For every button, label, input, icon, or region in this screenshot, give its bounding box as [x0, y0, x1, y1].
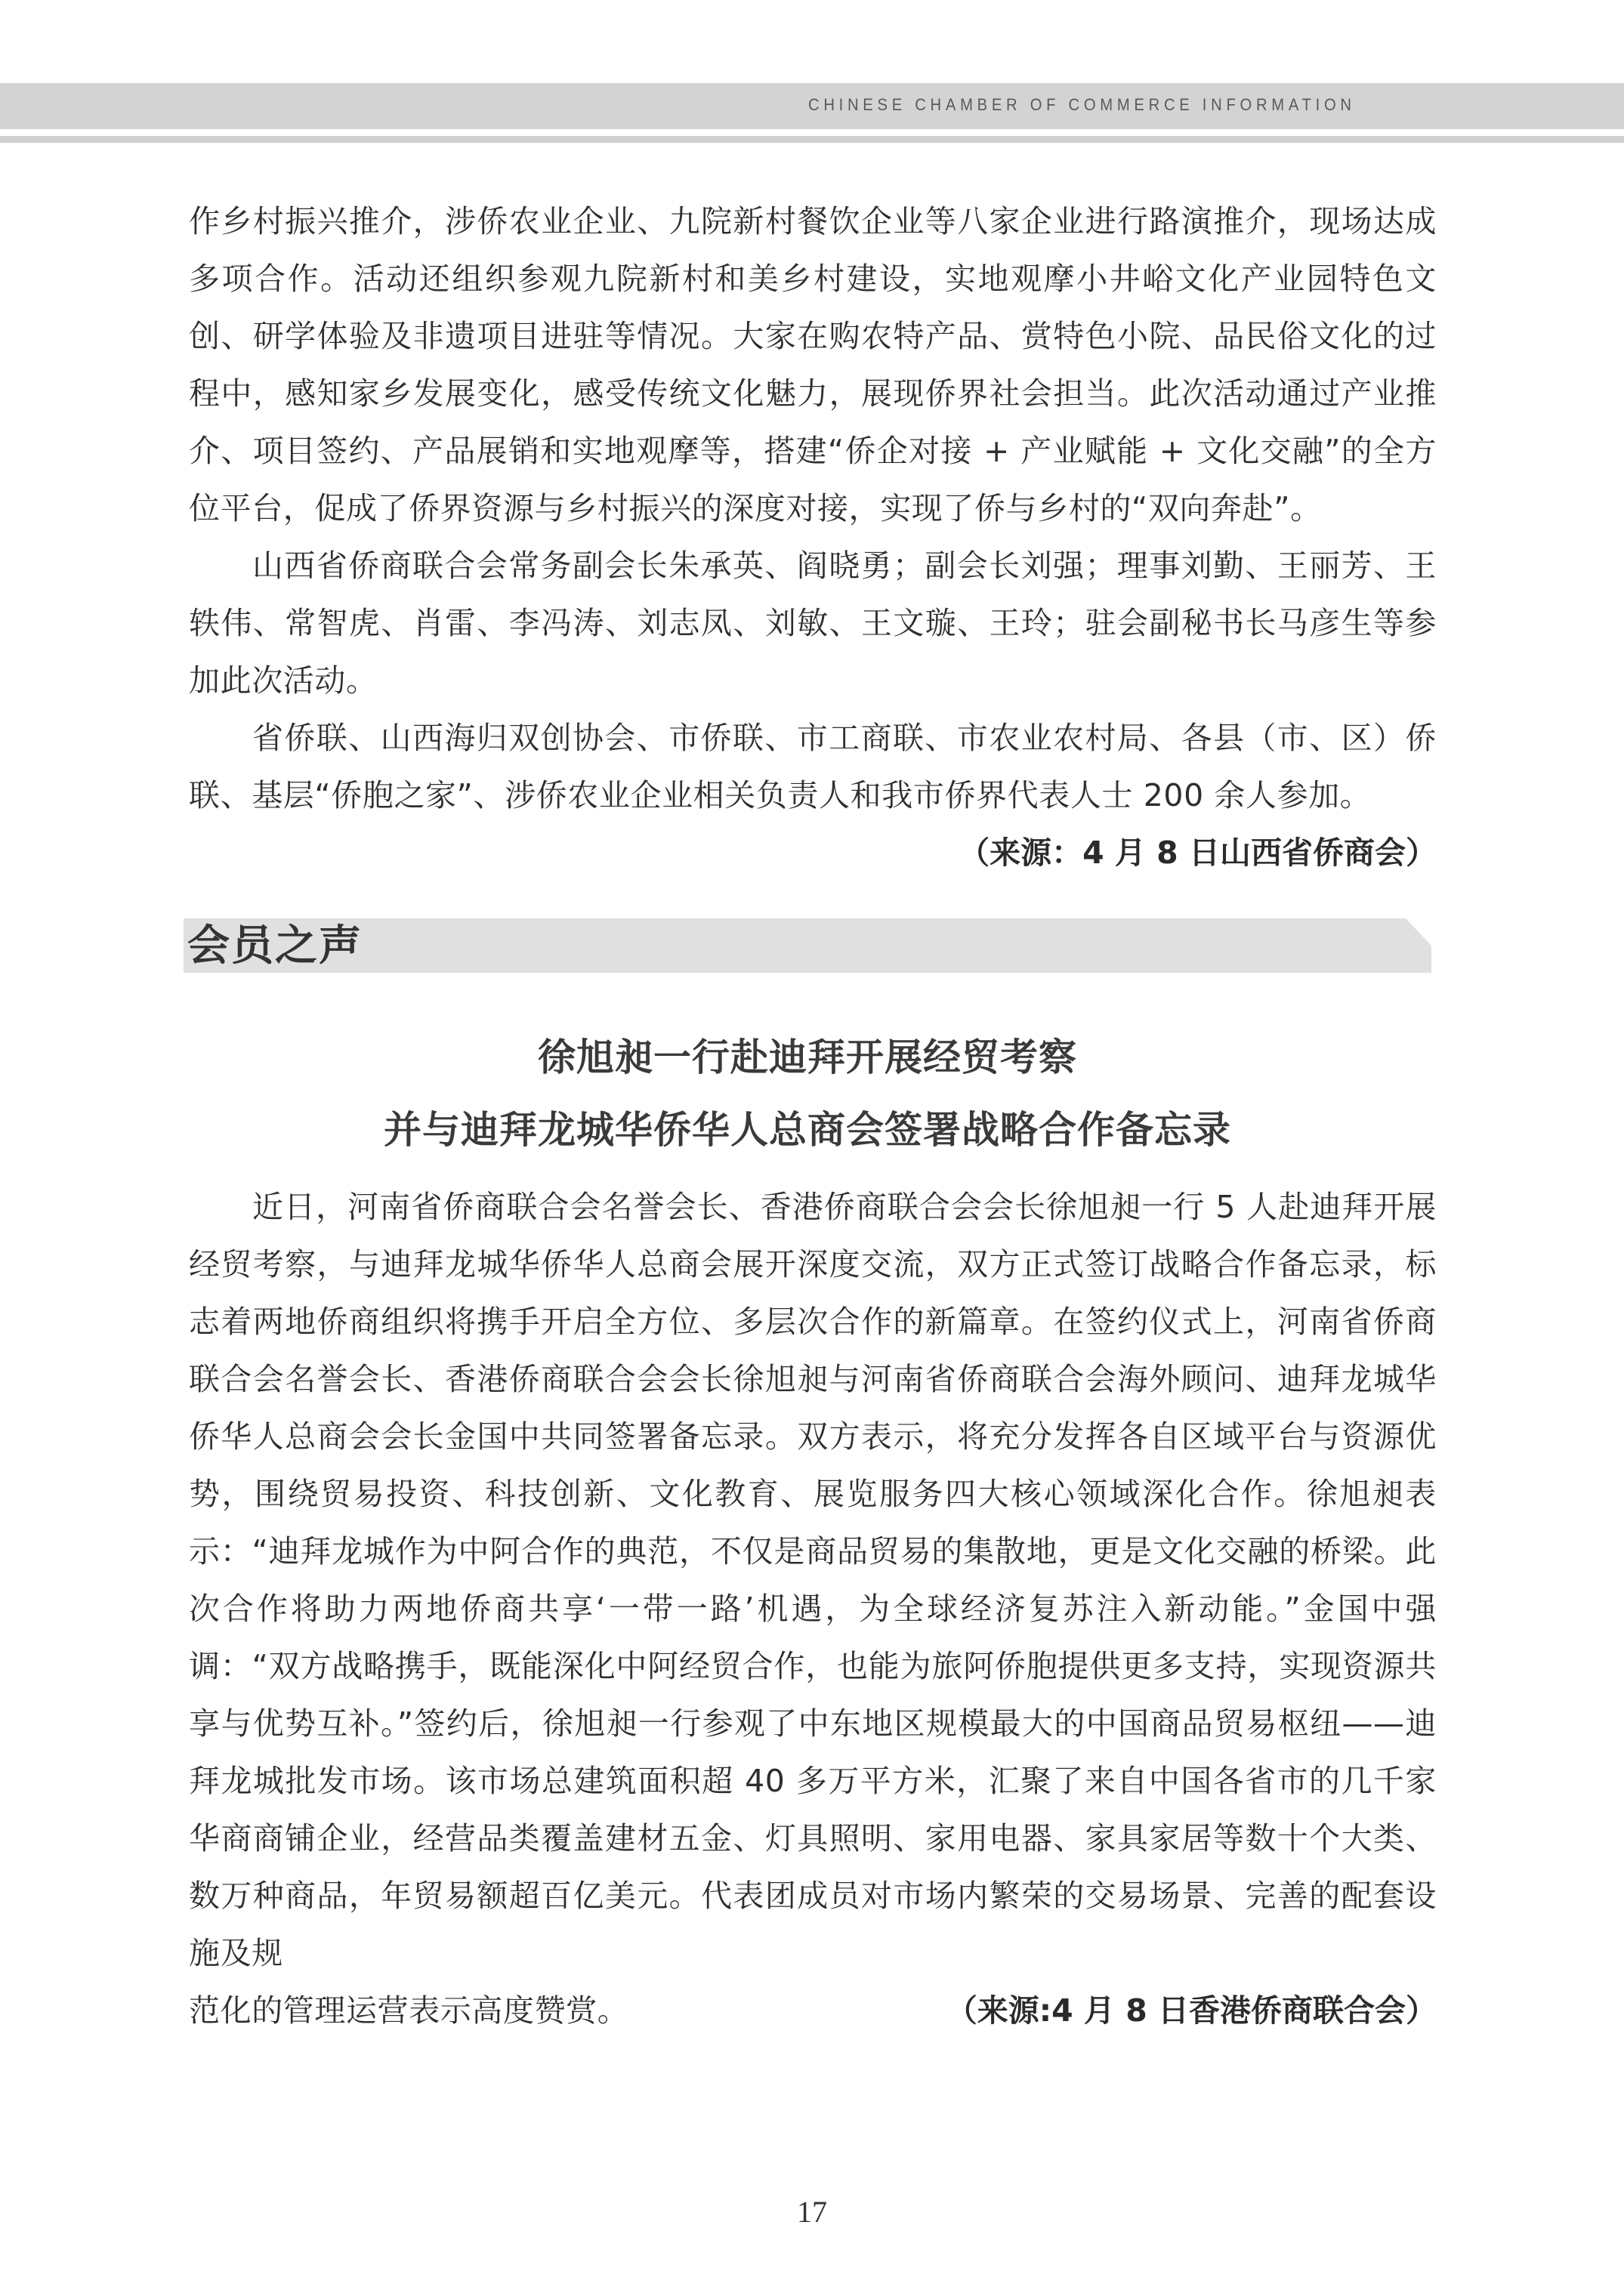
section-heading-band — [184, 918, 1431, 973]
page-number: 17 — [797, 2195, 827, 2229]
article-paragraph-last-line: 范化的管理运营表示高度赞赏。 — [189, 1992, 629, 2029]
article-body — [189, 1178, 1437, 2039]
article-paragraph: 作乡村振兴推介，涉侨农业企业、九院新村餐饮企业等八家企业进行路演推介，现场达成多项合作。活动还组织参观九院新村和美乡村建设，实地观摩小井峪文化产业园特色文创、研学体验及非遗项目进驻等情况。大家在购农特产品、赏特色小院、品民俗文化的过程中，感知家乡发展变化，感受传统文化魅力，展现侨界社会担当。此次活动通过产业推介、项目签约、产品展销和实地观摩等，搭建“侨企对接 + 产业赋能 + 文化交融”的全方位平台，促成了侨界资源与乡村振兴的深度对接，实现了侨与乡村的“双向奔赴”。 — [189, 203, 1437, 526]
running-header-title: CHINESE CHAMBER OF COMMERCE INFORMATION — [808, 95, 1356, 114]
section-heading: 会员之声 — [187, 921, 363, 971]
article-paragraph: 山西省侨商联合会常务副会长朱承英、阎晓勇；副会长刘强；理事刘勤、王丽芳、王轶伟、常智虎、肖雷、李冯涛、刘志凤、刘敏、王文璇、王玲；驻会副秘书长马彦生等参加此次活动。 — [189, 548, 1437, 699]
article-source: （来源：4 月 8 日山西省侨商会） — [959, 835, 1437, 871]
article-last-row — [189, 1982, 1437, 2039]
article-paragraph: 省侨联、山西海归双创协会、市侨联、市工商联、市农业农村局、各县（市、区）侨联、基层“侨胞之家”、涉侨农业企业相关负责人和我市侨界代表人士 200 余人参加。 — [189, 720, 1437, 813]
article-source: （来源:4 月 8 日香港侨商联合会） — [946, 1992, 1437, 2029]
article-title-line-1: 徐旭昶一行赴迪拜开展经贸考察 — [538, 1035, 1077, 1079]
article-paragraph: 近日，河南省侨商联合会名誉会长、香港侨商联合会会长徐旭昶一行 5 人赴迪拜开展经贸考察，与迪拜龙城华侨华人总商会展开深度交流，双方正式签订战略合作备忘录，标志着两地侨商组织将携手开启全方位、多层次合作的新篇章。在签约仪式上，河南省侨商联合会名誉会长、香港侨商联合会会长徐旭昶与河南省侨商联合会海外顾问、迪拜龙城华侨华人总商会会长金国中共同签署备忘录。双方表示，将充分发挥各自区域平台与资源优势，围绕贸易投资、科技创新、文化教育、展览服务四大核心领域深化合作。徐旭昶表示：“迪拜龙城作为中阿合作的典范，不仅是商品贸易的集散地，更是文化交融的桥梁。此次合作将助力两地侨商共享‘一带一路’机遇，为全球经济复苏注入新动能。”金国中强调：“双方战略携手，既能深化中阿经贸合作，也能为旅阿侨胞提供更多支持，实现资源共享与优势互补。”签约后，徐旭昶一行参观了中东地区规模最大的中国商品贸易枢纽——迪拜龙城批发市场。该市场总建筑面积超 40 多万平方米，汇聚了来自中国各省市的几千家华商商铺企业，经营品类覆盖建材五金、灯具照明、家用电器、家具家居等数十个大类、数万种商品，年贸易额超百亿美元。代表团成员对市场内繁荣的交易场景、完善的配套设施及规 — [189, 1189, 1437, 1971]
article-title-line-2: 并与迪拜龙城华侨华人总商会签署战略合作备忘录 — [384, 1108, 1231, 1152]
article-continued — [189, 193, 1437, 881]
header-rule — [0, 136, 1624, 143]
